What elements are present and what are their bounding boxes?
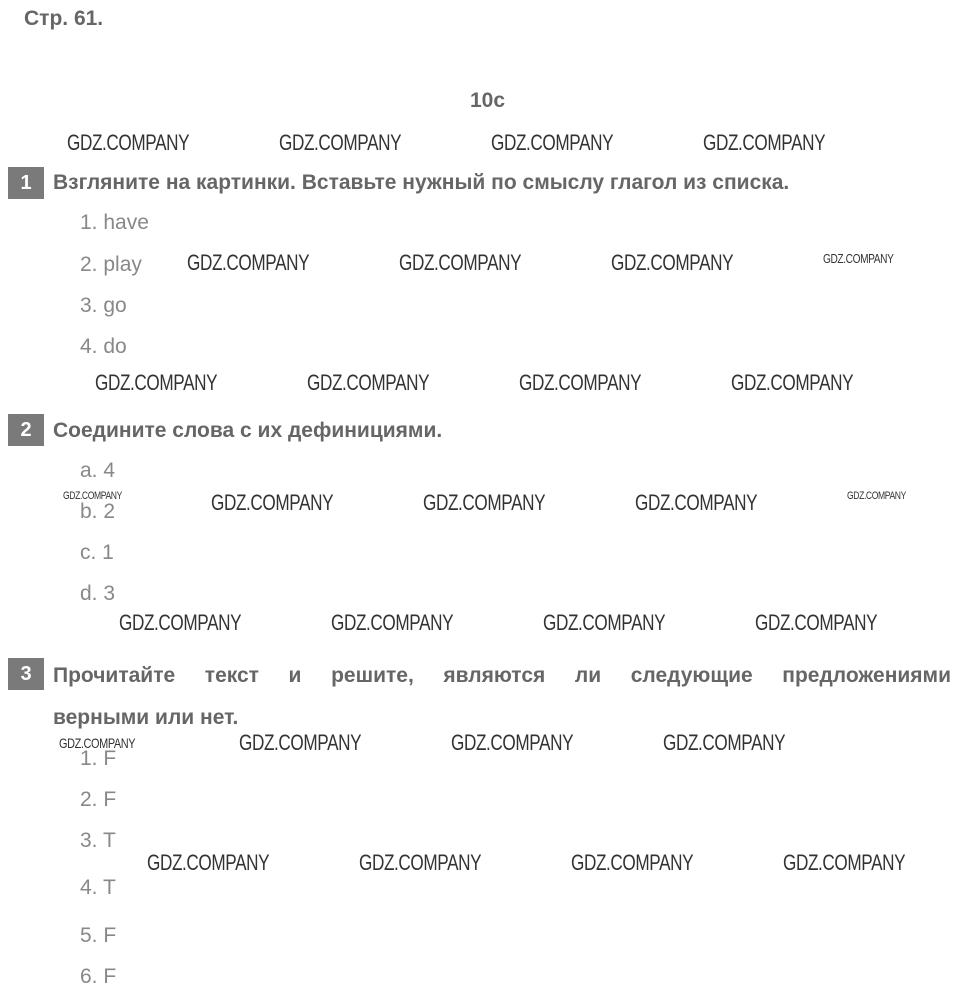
answer-item: 4. T [80,876,116,899]
watermark: GDZ.COMPANY [67,130,190,155]
watermark: GDZ.COMPANY [491,130,614,155]
task-number-badge: 2 [8,414,44,446]
task-instruction: Взгляните на картинки. Вставьте нужный по смыслу глагол из списка. [53,171,790,194]
answer-item: 6. F [80,965,117,988]
watermark: GDZ.COMPANY [823,251,894,266]
watermark: GDZ.COMPANY [279,130,402,155]
watermark: GDZ.COMPANY [783,850,906,875]
watermark: GDZ.COMPANY [59,735,136,751]
watermark: GDZ.COMPANY [399,250,522,275]
watermark: GDZ.COMPANY [611,250,734,275]
watermark: GDZ.COMPANY [703,130,826,155]
answer-item: b. 2 [80,500,116,523]
watermark: GDZ.COMPANY [663,730,786,755]
watermark: GDZ.COMPANY [63,490,122,502]
answer-item: 4. do [80,335,127,358]
answer-item: 1. have [80,211,149,234]
watermark: GDZ.COMPANY [187,250,310,275]
answer-item: 3. go [80,294,127,317]
answer-item: 2. play [80,253,142,276]
watermark: GDZ.COMPANY [359,850,482,875]
watermark: GDZ.COMPANY [331,610,454,635]
task-number-badge: 3 [8,658,44,690]
watermark: GDZ.COMPANY [635,490,758,515]
watermark: GDZ.COMPANY [755,610,878,635]
task-number-badge: 1 [8,167,44,199]
task-instruction: Соедините слова с их дефинициями. [53,419,443,442]
answer-item: 2. F [80,788,117,811]
watermark: GDZ.COMPANY [147,850,270,875]
task-instruction-line1: Прочитайте текст и решите, являются ли следующие предложениями [53,664,951,687]
task-instruction-line2: верными или нет. [53,706,239,729]
unit-title: 10c [470,89,506,112]
answer-item: a. 4 [80,459,116,482]
watermark: GDZ.COMPANY [543,610,666,635]
watermark: GDZ.COMPANY [119,610,242,635]
answer-item: d. 3 [80,582,116,605]
page-reference: Стр. 61. [24,7,104,30]
watermark: GDZ.COMPANY [95,370,218,395]
watermark: GDZ.COMPANY [731,370,854,395]
watermark: GDZ.COMPANY [571,850,694,875]
answer-item: 5. F [80,924,117,947]
answer-item: 3. T [80,829,116,852]
answer-item: c. 1 [80,541,114,564]
answer-item: 1. F [80,747,117,770]
watermark: GDZ.COMPANY [847,490,906,502]
watermark: GDZ.COMPANY [519,370,642,395]
watermark: GDZ.COMPANY [451,730,574,755]
watermark: GDZ.COMPANY [307,370,430,395]
watermark: GDZ.COMPANY [239,730,362,755]
watermark: GDZ.COMPANY [423,490,546,515]
watermark: GDZ.COMPANY [211,490,334,515]
